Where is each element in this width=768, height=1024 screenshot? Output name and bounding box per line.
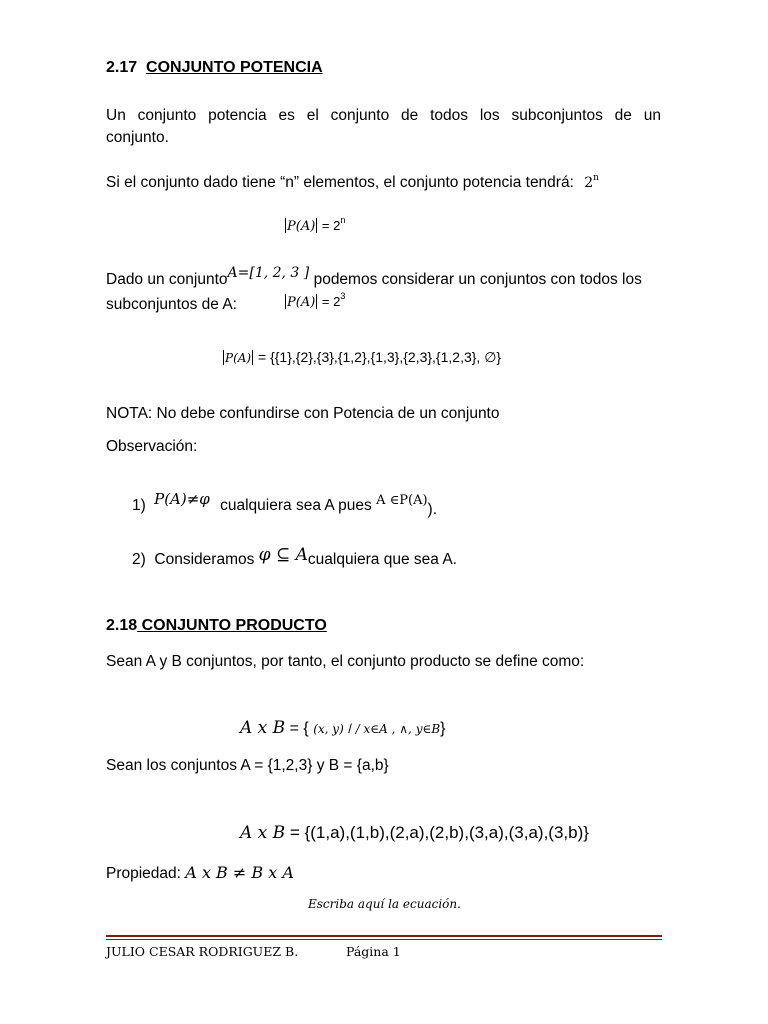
product-result: A x B = {(1,a),(1,b),(2,a),(2,b),(3,a),(3,a),(3,b)} bbox=[240, 823, 589, 843]
section-number: 2.18 bbox=[106, 617, 138, 634]
observation-item-2: 2) Consideramos φ ⊆ Acualquiera que sea A. bbox=[132, 545, 457, 568]
footer-page-number: Página 1 bbox=[346, 944, 401, 959]
example-line1: Dado un conjuntoA=[1, 2, 3 ] podemos considerar un conjuntos con todos los bbox=[106, 265, 642, 288]
sets-example: Sean los conjuntos A = {1,2,3} y B = {a,b} bbox=[106, 757, 389, 774]
paragraph-line: conjunto. bbox=[106, 129, 169, 146]
footer-divider bbox=[106, 935, 662, 937]
paragraph-text: Si el conjunto dado tiene “n” elementos, el conjunto potencia tendrá: bbox=[106, 174, 574, 191]
product-intro: Sean A y B conjuntos, por tanto, el conjunto producto se define como: bbox=[106, 653, 585, 670]
formula-inline: 2$^n$ bbox=[584, 173, 599, 191]
section-title: CONJUNTO POTENCIA bbox=[146, 59, 323, 76]
equation-placeholder[interactable]: Escriba aquí la ecuación. bbox=[308, 897, 461, 911]
section-title: CONJUNTO PRODUCTO bbox=[137, 617, 327, 634]
section-2-17-heading bbox=[106, 59, 323, 77]
example-set: A=[1, 2, 3 ] bbox=[227, 265, 310, 281]
product-definition: A x B = { (x, y) / / x∈A , ∧, y∈B} bbox=[240, 718, 446, 738]
paragraph-n-elements bbox=[106, 174, 599, 192]
footer-author: JULIO CESAR RODRIGUEZ B. bbox=[106, 944, 299, 959]
observation-heading: Observación: bbox=[106, 438, 198, 455]
note: NOTA: No debe confundirse con Potencia de un conjunto bbox=[106, 405, 500, 422]
example-line2: subconjuntos de A: bbox=[106, 296, 237, 313]
formula-cardinality: $P(A) = 2^n$ bbox=[287, 215, 346, 234]
formula-cardinality-example: $P(A) = 2^3$ bbox=[287, 291, 346, 310]
footer-divider bbox=[106, 939, 662, 940]
observation-item-1: 1) P(A)≠φ cualquiera sea A pues $^{A \in P(A)}$). bbox=[132, 490, 438, 518]
section-number: 2.17 bbox=[106, 59, 138, 76]
power-set-list: P(A) = {{1},{2},{3},{1,2},{1,3},{2,3},{1,2,3}, ∅} bbox=[225, 349, 502, 365]
section-2-18-heading bbox=[106, 617, 327, 635]
paragraph-line: Un conjunto potencia es el conjunto de todos los subconjuntos de un bbox=[106, 107, 661, 124]
property-line: Propiedad: A x B ≠ B x A bbox=[106, 863, 294, 882]
